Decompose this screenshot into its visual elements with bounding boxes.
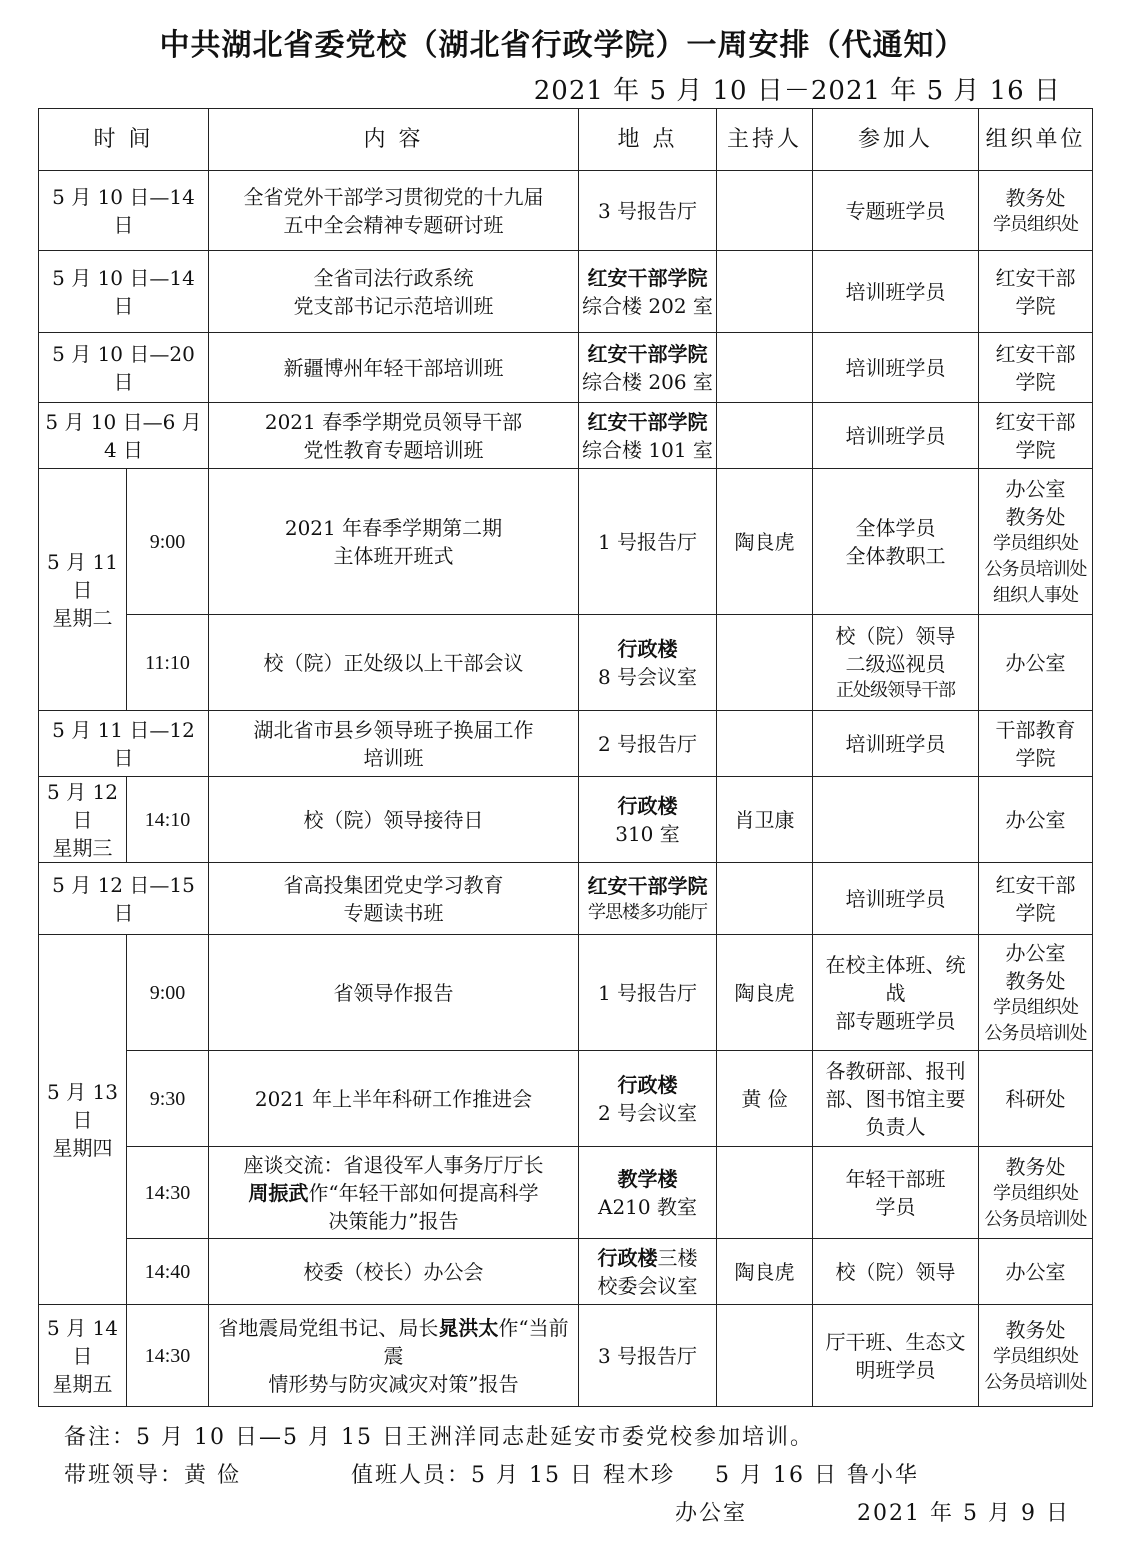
row-location: 3 号报告厅 xyxy=(579,1305,717,1407)
row-content: 校（院）正处级以上干部会议 xyxy=(209,615,579,711)
row-time: 9:30 xyxy=(127,1051,209,1147)
row-date: 5 月 10 日—14 日 xyxy=(39,251,209,333)
row-location: 红安干部学院 综合楼 101 室 xyxy=(579,403,717,469)
row-time: 11:10 xyxy=(127,615,209,711)
row-location: 行政楼 8 号会议室 xyxy=(579,615,717,711)
row-participants: 各教研部、报刊 部、图书馆主要 负责人 xyxy=(813,1051,979,1147)
table-row xyxy=(39,1305,1093,1407)
table-row xyxy=(39,251,1093,333)
row-host xyxy=(717,1147,813,1239)
row-organizer: 干部教育 学院 xyxy=(979,711,1093,777)
row-host: 黄 俭 xyxy=(717,1051,813,1147)
row-time: 14:30 xyxy=(127,1147,209,1239)
header-location: 地 点 xyxy=(579,109,717,171)
row-participants: 校（院）领导 二级巡视员 正处级领导干部 xyxy=(813,615,979,711)
row-location: 红安干部学院 综合楼 206 室 xyxy=(579,333,717,403)
office-name: 办公室 xyxy=(675,1501,748,1526)
row-organizer: 办公室 教务处 学员组织处 公务员培训处 xyxy=(979,935,1093,1051)
row-host: 陶良虎 xyxy=(717,935,813,1051)
row-organizer: 教务处 学员组织处 xyxy=(979,171,1093,251)
row-host xyxy=(717,333,813,403)
row-content: 省高投集团党史学习教育 专题读书班 xyxy=(209,863,579,935)
row-date: 5 月 10 日—6 月 4 日 xyxy=(39,403,209,469)
row-organizer: 红安干部 学院 xyxy=(979,251,1093,333)
table-row xyxy=(39,171,1093,251)
row-host xyxy=(717,171,813,251)
row-location: 3 号报告厅 xyxy=(579,171,717,251)
row-host xyxy=(717,615,813,711)
row-location: 2 号报告厅 xyxy=(579,711,717,777)
row-time: 14:30 xyxy=(127,1305,209,1407)
duty-label: 值班人员：5 月 15 日 程木珍 xyxy=(351,1463,675,1488)
row-content: 2021 年上半年科研工作推进会 xyxy=(209,1051,579,1147)
row-organizer: 教务处 学员组织处 公务员培训处 xyxy=(979,1305,1093,1407)
row-content: 湖北省市县乡领导班子换届工作 培训班 xyxy=(209,711,579,777)
row-participants: 培训班学员 xyxy=(813,711,979,777)
row-date: 5 月 12 日 星期三 xyxy=(39,777,127,863)
row-content: 2021 春季学期党员领导干部 党性教育专题培训班 xyxy=(209,403,579,469)
row-content: 省领导作报告 xyxy=(209,935,579,1051)
table-row xyxy=(39,935,1093,1051)
row-content: 2021 年春季学期第二期 主体班开班式 xyxy=(209,469,579,615)
row-participants: 在校主体班、统战 部专题班学员 xyxy=(813,935,979,1051)
row-location: 行政楼 2 号会议室 xyxy=(579,1051,717,1147)
page-title: 中共湖北省委党校（湖北省行政学院）一周安排（代通知） xyxy=(159,28,966,63)
row-location: 行政楼三楼 校委会议室 xyxy=(579,1239,717,1305)
row-location: 行政楼 310 室 xyxy=(579,777,717,863)
row-content: 座谈交流：省退役军人事务厅厅长 周振武作“年轻干部如何提高科学 决策能力”报告 xyxy=(209,1147,579,1239)
row-time: 14:40 xyxy=(127,1239,209,1305)
footer-note: 备注：5 月 10 日—5 月 15 日王洲洋同志赴延安市委党校参加培训。 xyxy=(64,1425,814,1450)
row-location: 1 号报告厅 xyxy=(579,935,717,1051)
row-organizer: 红安干部 学院 xyxy=(979,333,1093,403)
date-range: 2021 年 5 月 10 日－2021 年 5 月 16 日 xyxy=(533,76,1061,106)
header-organizer: 组织单位 xyxy=(979,109,1093,171)
row-content: 新疆博州年轻干部培训班 xyxy=(209,333,579,403)
row-content: 全省党外干部学习贯彻党的十九届 五中全会精神专题研讨班 xyxy=(209,171,579,251)
row-date: 5 月 10 日—14 日 xyxy=(39,171,209,251)
footer-duty xyxy=(64,1460,919,1492)
row-organizer: 红安干部 学院 xyxy=(979,403,1093,469)
row-date: 5 月 11 日—12 日 xyxy=(39,711,209,777)
row-participants: 校（院）领导 xyxy=(813,1239,979,1305)
row-host xyxy=(717,251,813,333)
header-participants: 参加人 xyxy=(813,109,979,171)
row-location: 红安干部学院 综合楼 202 室 xyxy=(579,251,717,333)
row-date: 5 月 13 日 星期四 xyxy=(39,935,127,1305)
row-content: 校（院）领导接待日 xyxy=(209,777,579,863)
duty-second: 5 月 16 日 鲁小华 xyxy=(714,1463,919,1488)
header-content: 内 容 xyxy=(209,109,579,171)
row-date: 5 月 12 日—15 日 xyxy=(39,863,209,935)
table-row xyxy=(39,1051,1093,1147)
row-location: 红安干部学院 学思楼多功能厅 xyxy=(579,863,717,935)
row-content: 省地震局党组书记、局长晁洪太作“当前震 情形势与防灾减灾对策”报告 xyxy=(209,1305,579,1407)
row-organizer: 红安干部 学院 xyxy=(979,863,1093,935)
table-row xyxy=(39,863,1093,935)
row-participants: 年轻干部班 学员 xyxy=(813,1147,979,1239)
row-participants: 专题班学员 xyxy=(813,171,979,251)
table-row xyxy=(39,1239,1093,1305)
row-content: 校委（校长）办公会 xyxy=(209,1239,579,1305)
row-time: 14:10 xyxy=(127,777,209,863)
row-organizer: 办公室 xyxy=(979,777,1093,863)
issue-date: 2021 年 5 月 9 日 xyxy=(857,1501,1070,1526)
table-row xyxy=(39,403,1093,469)
table-row xyxy=(39,1147,1093,1239)
row-organizer: 科研处 xyxy=(979,1051,1093,1147)
row-organizer: 办公室 教务处 学员组织处 公务员培训处 组织人事处 xyxy=(979,469,1093,615)
row-participants xyxy=(813,777,979,863)
row-host xyxy=(717,403,813,469)
row-date: 5 月 11 日 星期二 xyxy=(39,469,127,711)
row-participants: 培训班学员 xyxy=(813,863,979,935)
row-participants: 厅干班、生态文 明班学员 xyxy=(813,1305,979,1407)
table-row xyxy=(39,469,1093,615)
row-participants: 全体学员 全体教职工 xyxy=(813,469,979,615)
table-row xyxy=(39,615,1093,711)
row-content: 全省司法行政系统 党支部书记示范培训班 xyxy=(209,251,579,333)
row-host xyxy=(717,711,813,777)
row-organizer: 教务处 学员组织处 公务员培训处 xyxy=(979,1147,1093,1239)
row-host xyxy=(717,1305,813,1407)
header-host: 主持人 xyxy=(717,109,813,171)
table-row xyxy=(39,333,1093,403)
row-time: 9:00 xyxy=(127,935,209,1051)
row-host: 肖卫康 xyxy=(717,777,813,863)
row-organizer: 办公室 xyxy=(979,1239,1093,1305)
footer-signature xyxy=(0,1498,1070,1530)
table-row xyxy=(39,777,1093,863)
table-header-row xyxy=(39,109,1093,171)
row-participants: 培训班学员 xyxy=(813,403,979,469)
row-participants: 培训班学员 xyxy=(813,251,979,333)
header-time: 时 间 xyxy=(39,109,209,171)
row-location: 教学楼 A210 教室 xyxy=(579,1147,717,1239)
row-date: 5 月 10 日—20 日 xyxy=(39,333,209,403)
leader-label: 带班领导：黄 俭 xyxy=(64,1463,241,1488)
row-date: 5 月 14 日 星期五 xyxy=(39,1305,127,1407)
row-participants: 培训班学员 xyxy=(813,333,979,403)
row-organizer: 办公室 xyxy=(979,615,1093,711)
row-time: 9:00 xyxy=(127,469,209,615)
row-host: 陶良虎 xyxy=(717,1239,813,1305)
row-location: 1 号报告厅 xyxy=(579,469,717,615)
table-row xyxy=(39,711,1093,777)
row-host: 陶良虎 xyxy=(717,469,813,615)
row-host xyxy=(717,863,813,935)
schedule-table xyxy=(38,108,1093,1407)
